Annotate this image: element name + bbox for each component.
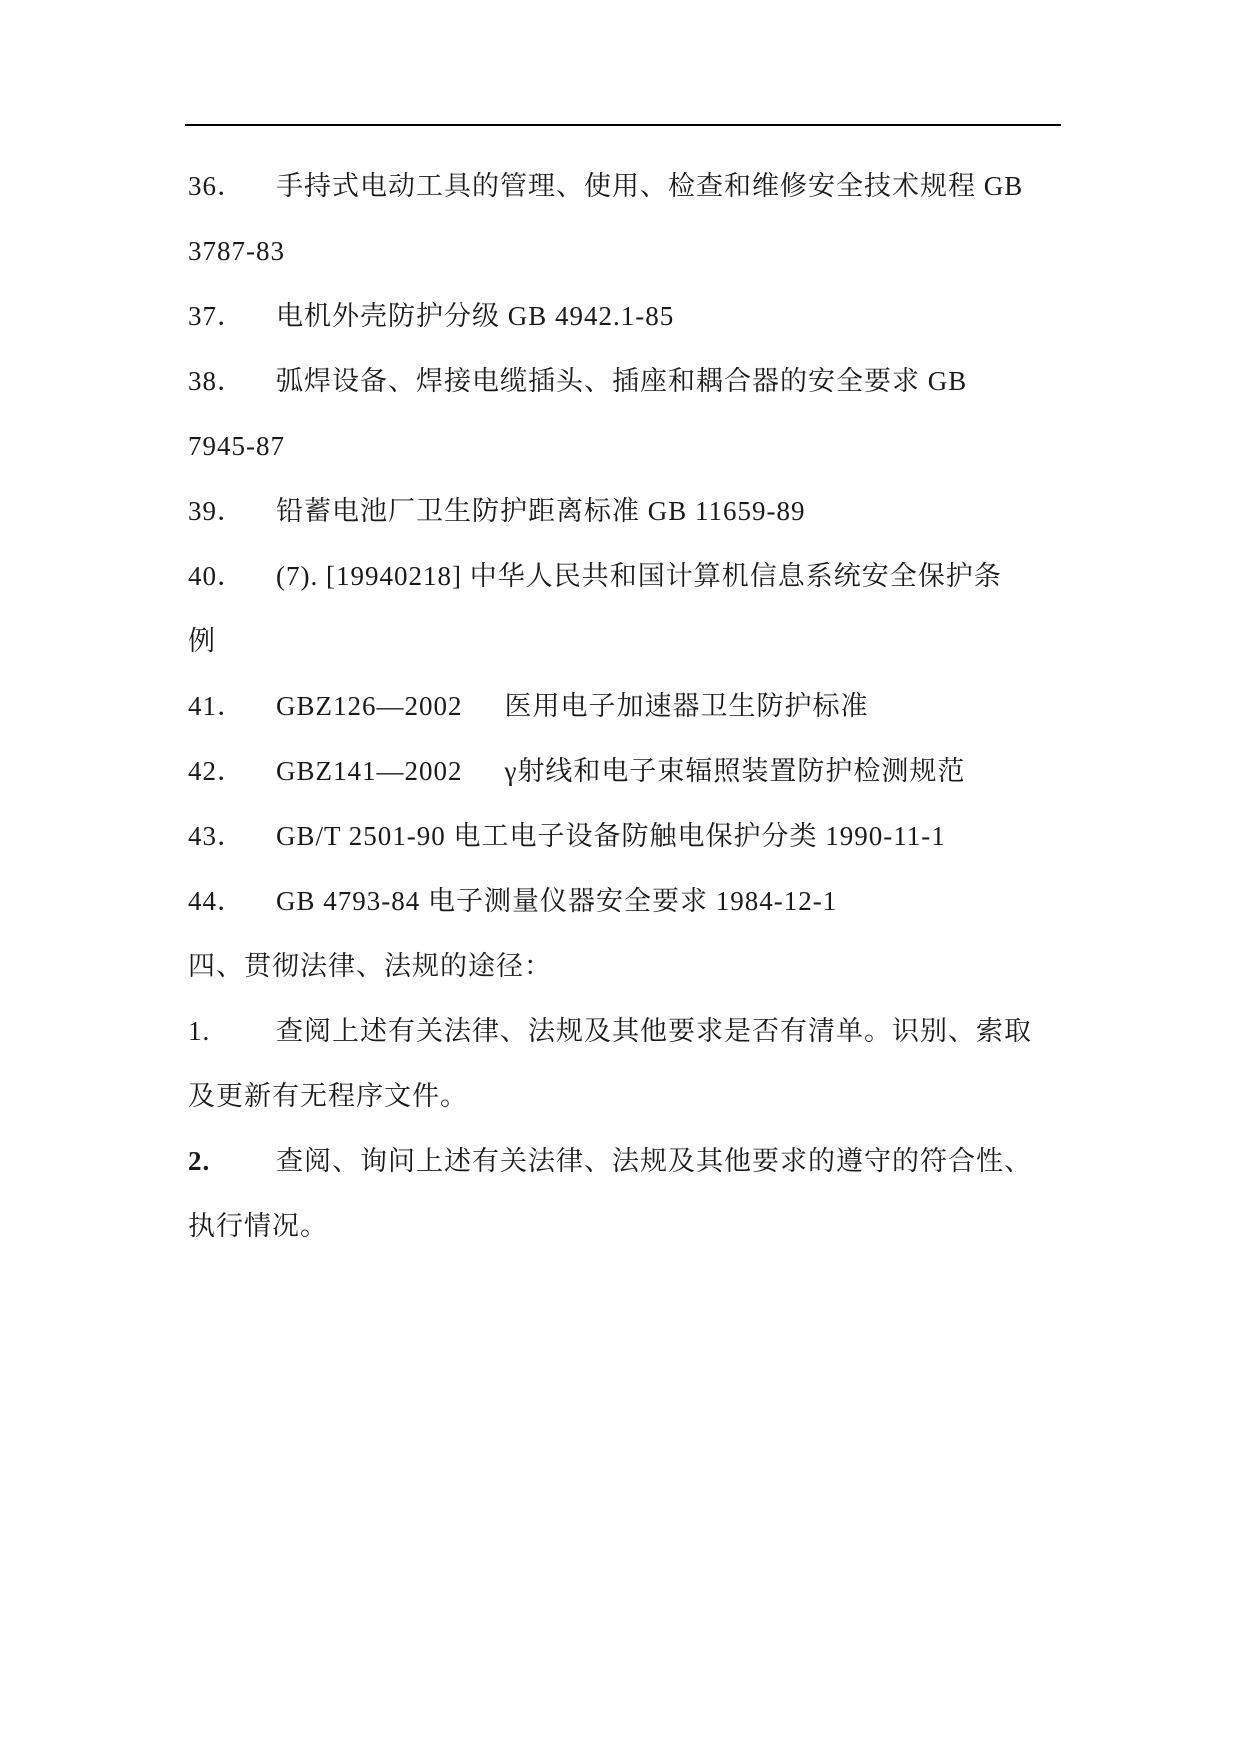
step-text: 查阅上述有关法律、法规及其他要求是否有清单。识别、索取 xyxy=(276,1016,1032,1046)
step-1-continuation xyxy=(188,1064,1068,1129)
item-text-continuation: 3787-83 xyxy=(188,236,285,266)
step-text: 查阅、询问上述有关法律、法规及其他要求的遵守的符合性、 xyxy=(276,1146,1032,1176)
section-heading: 四、贯彻法律、法规的途径： xyxy=(188,951,552,981)
item-text: γ射线和电子束辐照装置防护检测规范 xyxy=(504,756,966,786)
step-number: 2. xyxy=(188,1146,211,1176)
item-number: 37． xyxy=(188,301,245,331)
list-item-38-continuation xyxy=(188,414,1068,479)
item-number: 40． xyxy=(188,561,245,591)
step-2 xyxy=(188,1129,1068,1194)
list-item-40-continuation xyxy=(188,609,1068,674)
list-item-36 xyxy=(188,154,1068,219)
item-text: GB 4793-84 电子测量仪器安全要求 1984-12-1 xyxy=(276,886,838,916)
item-text-continuation: 7945-87 xyxy=(188,431,285,461)
item-number: 41． xyxy=(188,691,245,721)
item-text: GB/T 2501-90 电工电子设备防触电保护分类 1990-11-1 xyxy=(276,821,946,851)
item-number: 36． xyxy=(188,171,245,201)
document-body xyxy=(188,154,1068,1259)
list-item-39 xyxy=(188,479,1068,544)
list-item-38 xyxy=(188,349,1068,414)
item-number: 38． xyxy=(188,366,245,396)
item-number: 43． xyxy=(188,821,245,851)
list-item-42 xyxy=(188,739,1068,804)
header-rule xyxy=(185,124,1061,126)
item-text: 手持式电动工具的管理、使用、检查和维修安全技术规程 GB xyxy=(276,171,1024,201)
item-number: 44． xyxy=(188,886,245,916)
step-2-continuation xyxy=(188,1194,1068,1259)
item-text: 医用电子加速器卫生防护标准 xyxy=(504,691,869,721)
standard-code: GBZ126—2002 xyxy=(276,691,463,721)
list-item-41 xyxy=(188,674,1068,739)
standard-code: GBZ141—2002 xyxy=(276,756,463,786)
step-text-continuation: 及更新有无程序文件。 xyxy=(188,1081,468,1111)
step-text-continuation: 执行情况。 xyxy=(188,1211,328,1241)
item-text: 铅蓄电池厂卫生防护距离标准 GB 11659-89 xyxy=(276,496,806,526)
list-item-37 xyxy=(188,284,1068,349)
item-text: (7). [19940218] 中华人民共和国计算机信息系统安全保护条 xyxy=(276,561,1002,591)
item-text: 电机外壳防护分级 GB 4942.1-85 xyxy=(276,301,675,331)
step-number: 1. xyxy=(188,1016,211,1046)
list-item-44 xyxy=(188,869,1068,934)
item-number: 42． xyxy=(188,756,245,786)
item-text: 弧焊设备、焊接电缆插头、插座和耦合器的安全要求 GB xyxy=(276,366,968,396)
list-item-40 xyxy=(188,544,1068,609)
item-text-continuation: 例 xyxy=(188,626,216,656)
item-number: 39． xyxy=(188,496,245,526)
list-item-36-continuation xyxy=(188,219,1068,284)
step-1 xyxy=(188,999,1068,1064)
list-item-43 xyxy=(188,804,1068,869)
